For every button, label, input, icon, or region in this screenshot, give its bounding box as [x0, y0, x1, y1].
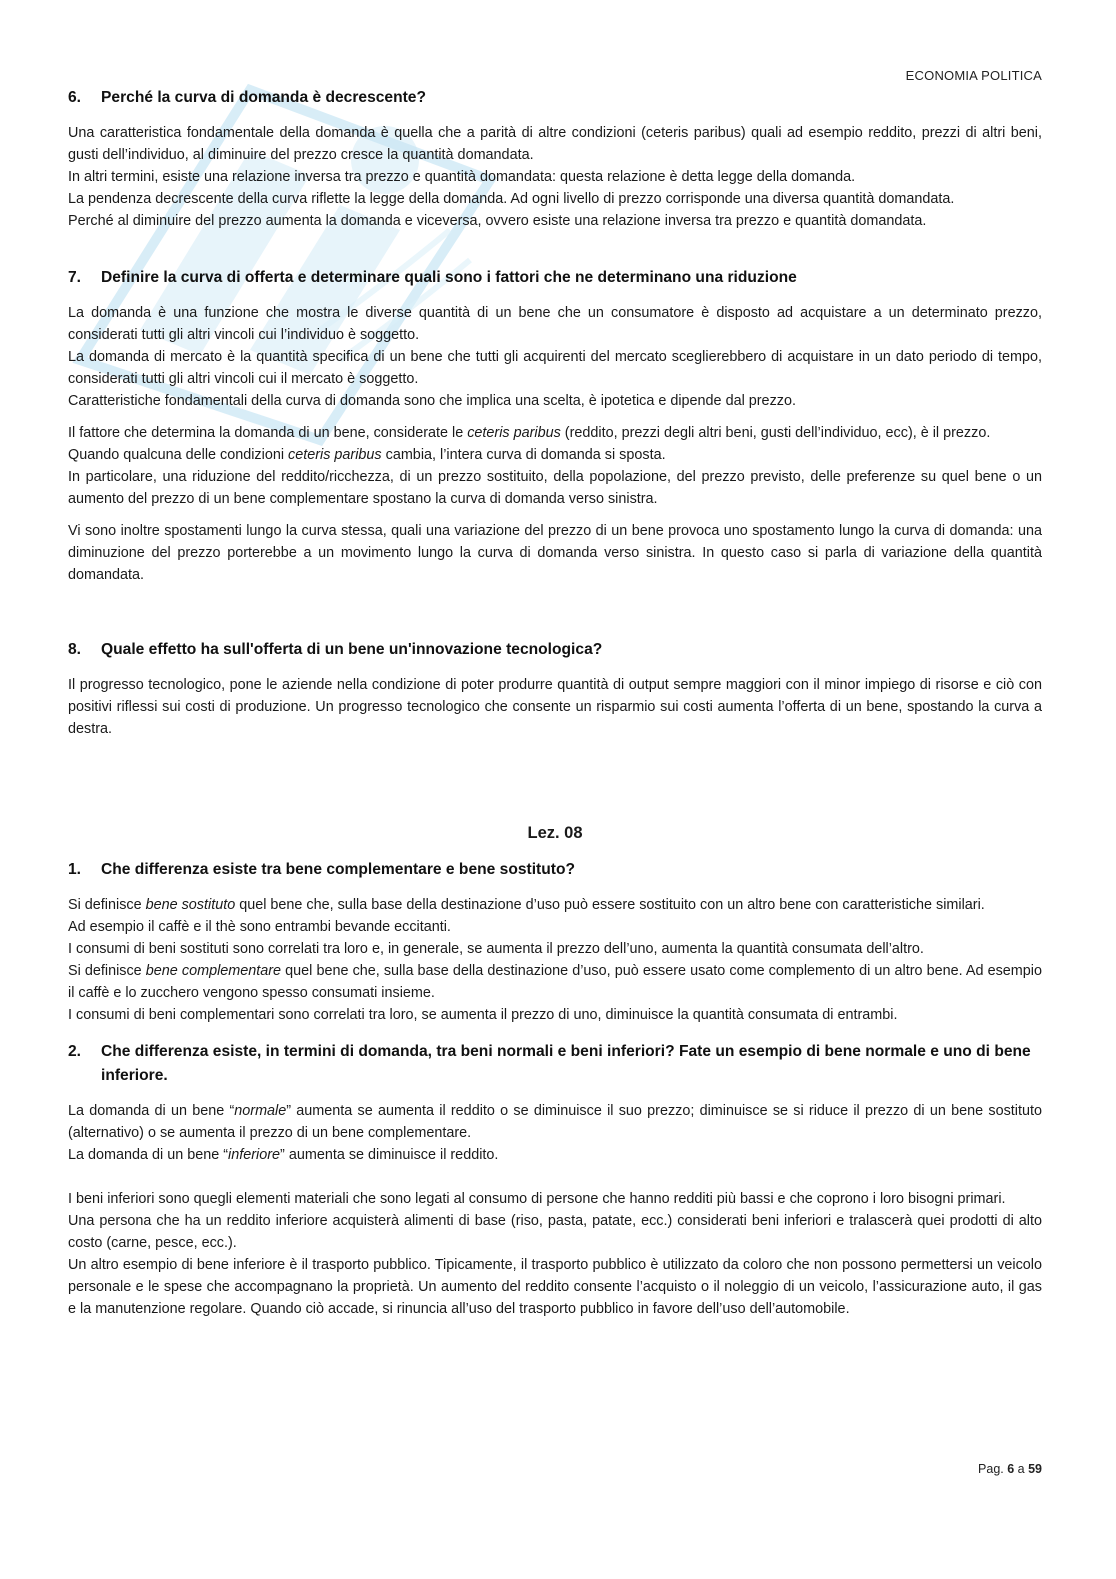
question-number: 2.: [68, 1043, 82, 1060]
italic-term: ceteris paribus: [288, 447, 382, 463]
italic-term: bene complementare: [145, 963, 282, 979]
paragraph: Si definisce bene complementare quel bene che, sulla base della destinazione d’uso, può essere usato come complemento di un altro bene. Ad esempio il caffè e lo zucchero vengono spesso consumati insieme.: [68, 963, 1043, 1001]
document-body: [68, 86, 1042, 1320]
lesson-heading: Lez. 08: [527, 824, 583, 842]
paragraph: Il fattore che determina la domanda di un bene, considerate le ceteris paribus (reddito, prezzi degli altri beni, gusti dell’individuo, ecc), è il prezzo.: [68, 425, 991, 441]
question-heading: [68, 266, 1042, 290]
paragraph: Caratteristiche fondamentali della curva di domanda sono che implica una scelta, è ipotetica e dipende dal prezzo.: [68, 393, 796, 409]
paragraph: Vi sono inoltre spostamenti lungo la curva stessa, quali una variazione del prezzo di un bene provoca uno spostamento lungo la curva di domanda: una diminuzione del prezzo porterebbe a un movimento lungo la curva di domanda verso sinistra. In questo caso si parla di variazione della quantità domandata.: [68, 523, 1042, 583]
paragraph: I beni inferiori sono quegli elementi materiali che sono legati al consumo di persone che hanno redditi più bassi e che coprono i loro bisogni primari.: [68, 1191, 1006, 1207]
question-title: Perché la curva di domanda è decrescente?: [101, 89, 427, 106]
page-number: Pag. 6 a 59: [978, 1462, 1042, 1476]
question-title: Che differenza esiste, in termini di domanda, tra beni normali e beni inferiori? Fate un esempio di bene normale e uno di bene inferiore.: [101, 1043, 1031, 1084]
paragraph: Il progresso tecnologico, pone le aziende nella condizione di poter produrre quantità di output sempre maggiori con il minor impiego di risorse e ciò con positivi riflessi sui costi di produzione. Un progresso tecnologico che consente un risparmio sui costi aumenta l’offerta di un bene, spostando la curva a destra.: [68, 677, 1042, 737]
question-number: 8.: [68, 641, 82, 658]
question-title: Quale effetto ha sull'offerta di un bene un'innovazione tecnologica?: [101, 641, 603, 658]
italic-term: normale: [234, 1103, 287, 1119]
paragraph: I consumi di beni sostituti sono correlati tra loro e, in generale, se aumenta il prezzo dell’uno, aumenta la quantità consumata dell’altro.: [68, 941, 924, 957]
paragraph: Ad esempio il caffè e il thè sono entrambi bevande eccitanti.: [68, 919, 451, 935]
paragraph: Quando qualcuna delle condizioni ceteris paribus cambia, l’intera curva di domanda si sposta.: [68, 447, 666, 463]
question-title: Definire la curva di offerta e determinare quali sono i fattori che ne determinano una riduzione: [101, 269, 797, 286]
document-header-title: ECONOMIA POLITICA: [905, 68, 1042, 83]
question-title: Che differenza esiste tra bene complementare e bene sostituto?: [101, 861, 576, 878]
paragraph: La domanda è una funzione che mostra le diverse quantità di un bene che un consumatore è disposto ad acquistare a un determinato prezzo, considerati tutti gli altri vincoli cui l’individuo è soggetto.: [68, 305, 1042, 343]
question-heading: [68, 858, 1042, 882]
italic-term: inferiore: [228, 1147, 281, 1163]
paragraph: I consumi di beni complementari sono correlati tra loro, se aumenta il prezzo di uno, diminuisce la quantità consumata di entrambi.: [68, 1007, 898, 1023]
paragraph: In particolare, una riduzione del reddito/ricchezza, di un prezzo sostituito, della popolazione, del prezzo previsto, delle preferenze su quel bene o un aumento del prezzo di un bene complementare spostano la curva di domanda verso sinistra.: [68, 469, 1042, 507]
question-heading: [68, 1040, 1042, 1088]
italic-term: ceteris paribus: [467, 425, 561, 441]
paragraph: La domanda di un bene “normale” aumenta se aumenta il reddito o se diminuisce il suo prezzo; diminuisce se si riduce il prezzo di un bene sostituto (alternativo) o se aumenta il prezzo di un bene complementare.: [68, 1103, 1042, 1141]
question-number: 1.: [68, 861, 82, 878]
question-heading: [68, 86, 1042, 110]
paragraph: La pendenza decrescente della curva riflette la legge della domanda. Ad ogni livello di prezzo corrisponde una diversa quantità domandata.: [68, 191, 955, 207]
paragraph: Perché al diminuire del prezzo aumenta la domanda e viceversa, ovvero esiste una relazione inversa tra prezzo e quantità domandata.: [68, 213, 927, 229]
paragraph: Si definisce bene sostituto quel bene che, sulla base della destinazione d’uso può essere sostituito con un altro bene con caratteristiche similari.: [68, 897, 985, 913]
paragraph: La domanda di un bene “inferiore” aumenta se diminuisce il reddito.: [68, 1147, 499, 1163]
paragraph: Una persona che ha un reddito inferiore acquisterà alimenti di base (riso, pasta, patate, ecc.) considerati beni inferiori e tralascerà quei prodotti di alto costo (carne, pesce, ecc.).: [68, 1213, 1042, 1251]
paragraph: Un altro esempio di bene inferiore è il trasporto pubblico. Tipicamente, il trasporto pubblico è utilizzato da coloro che non possono permettersi un veicolo personale e le spese che accompagnano la proprietà. Un aumento del reddito consente l’acquisto o il noleggio di un veicolo, l’assicurazione auto, il gas e la manutenzione regolare. Quando ciò accade, si rinuncia all’uso del trasporto pubblico in favore dell’uso dell’automobile.: [68, 1257, 1042, 1317]
paragraph: La domanda di mercato è la quantità specifica di un bene che tutti gli acquirenti del mercato sceglierebbero di acquistare in un dato periodo di tempo, considerati tutti gli altri vincoli cui il mercato è soggetto.: [68, 349, 1042, 387]
question-number: 7.: [68, 269, 82, 286]
italic-term: bene sostituto: [145, 897, 236, 913]
paragraph: In altri termini, esiste una relazione inversa tra prezzo e quantità domandata: questa relazione è detta legge della domanda.: [68, 169, 856, 185]
question-heading: [68, 638, 1042, 662]
question-number: 6.: [68, 89, 82, 106]
paragraph: Una caratteristica fondamentale della domanda è quella che a parità di altre condizioni (ceteris paribus) quali ad esempio reddito, prezzi di altri beni, gusti dell’individuo, al diminuire del prezzo cresce la quantità domandata.: [68, 125, 1042, 163]
